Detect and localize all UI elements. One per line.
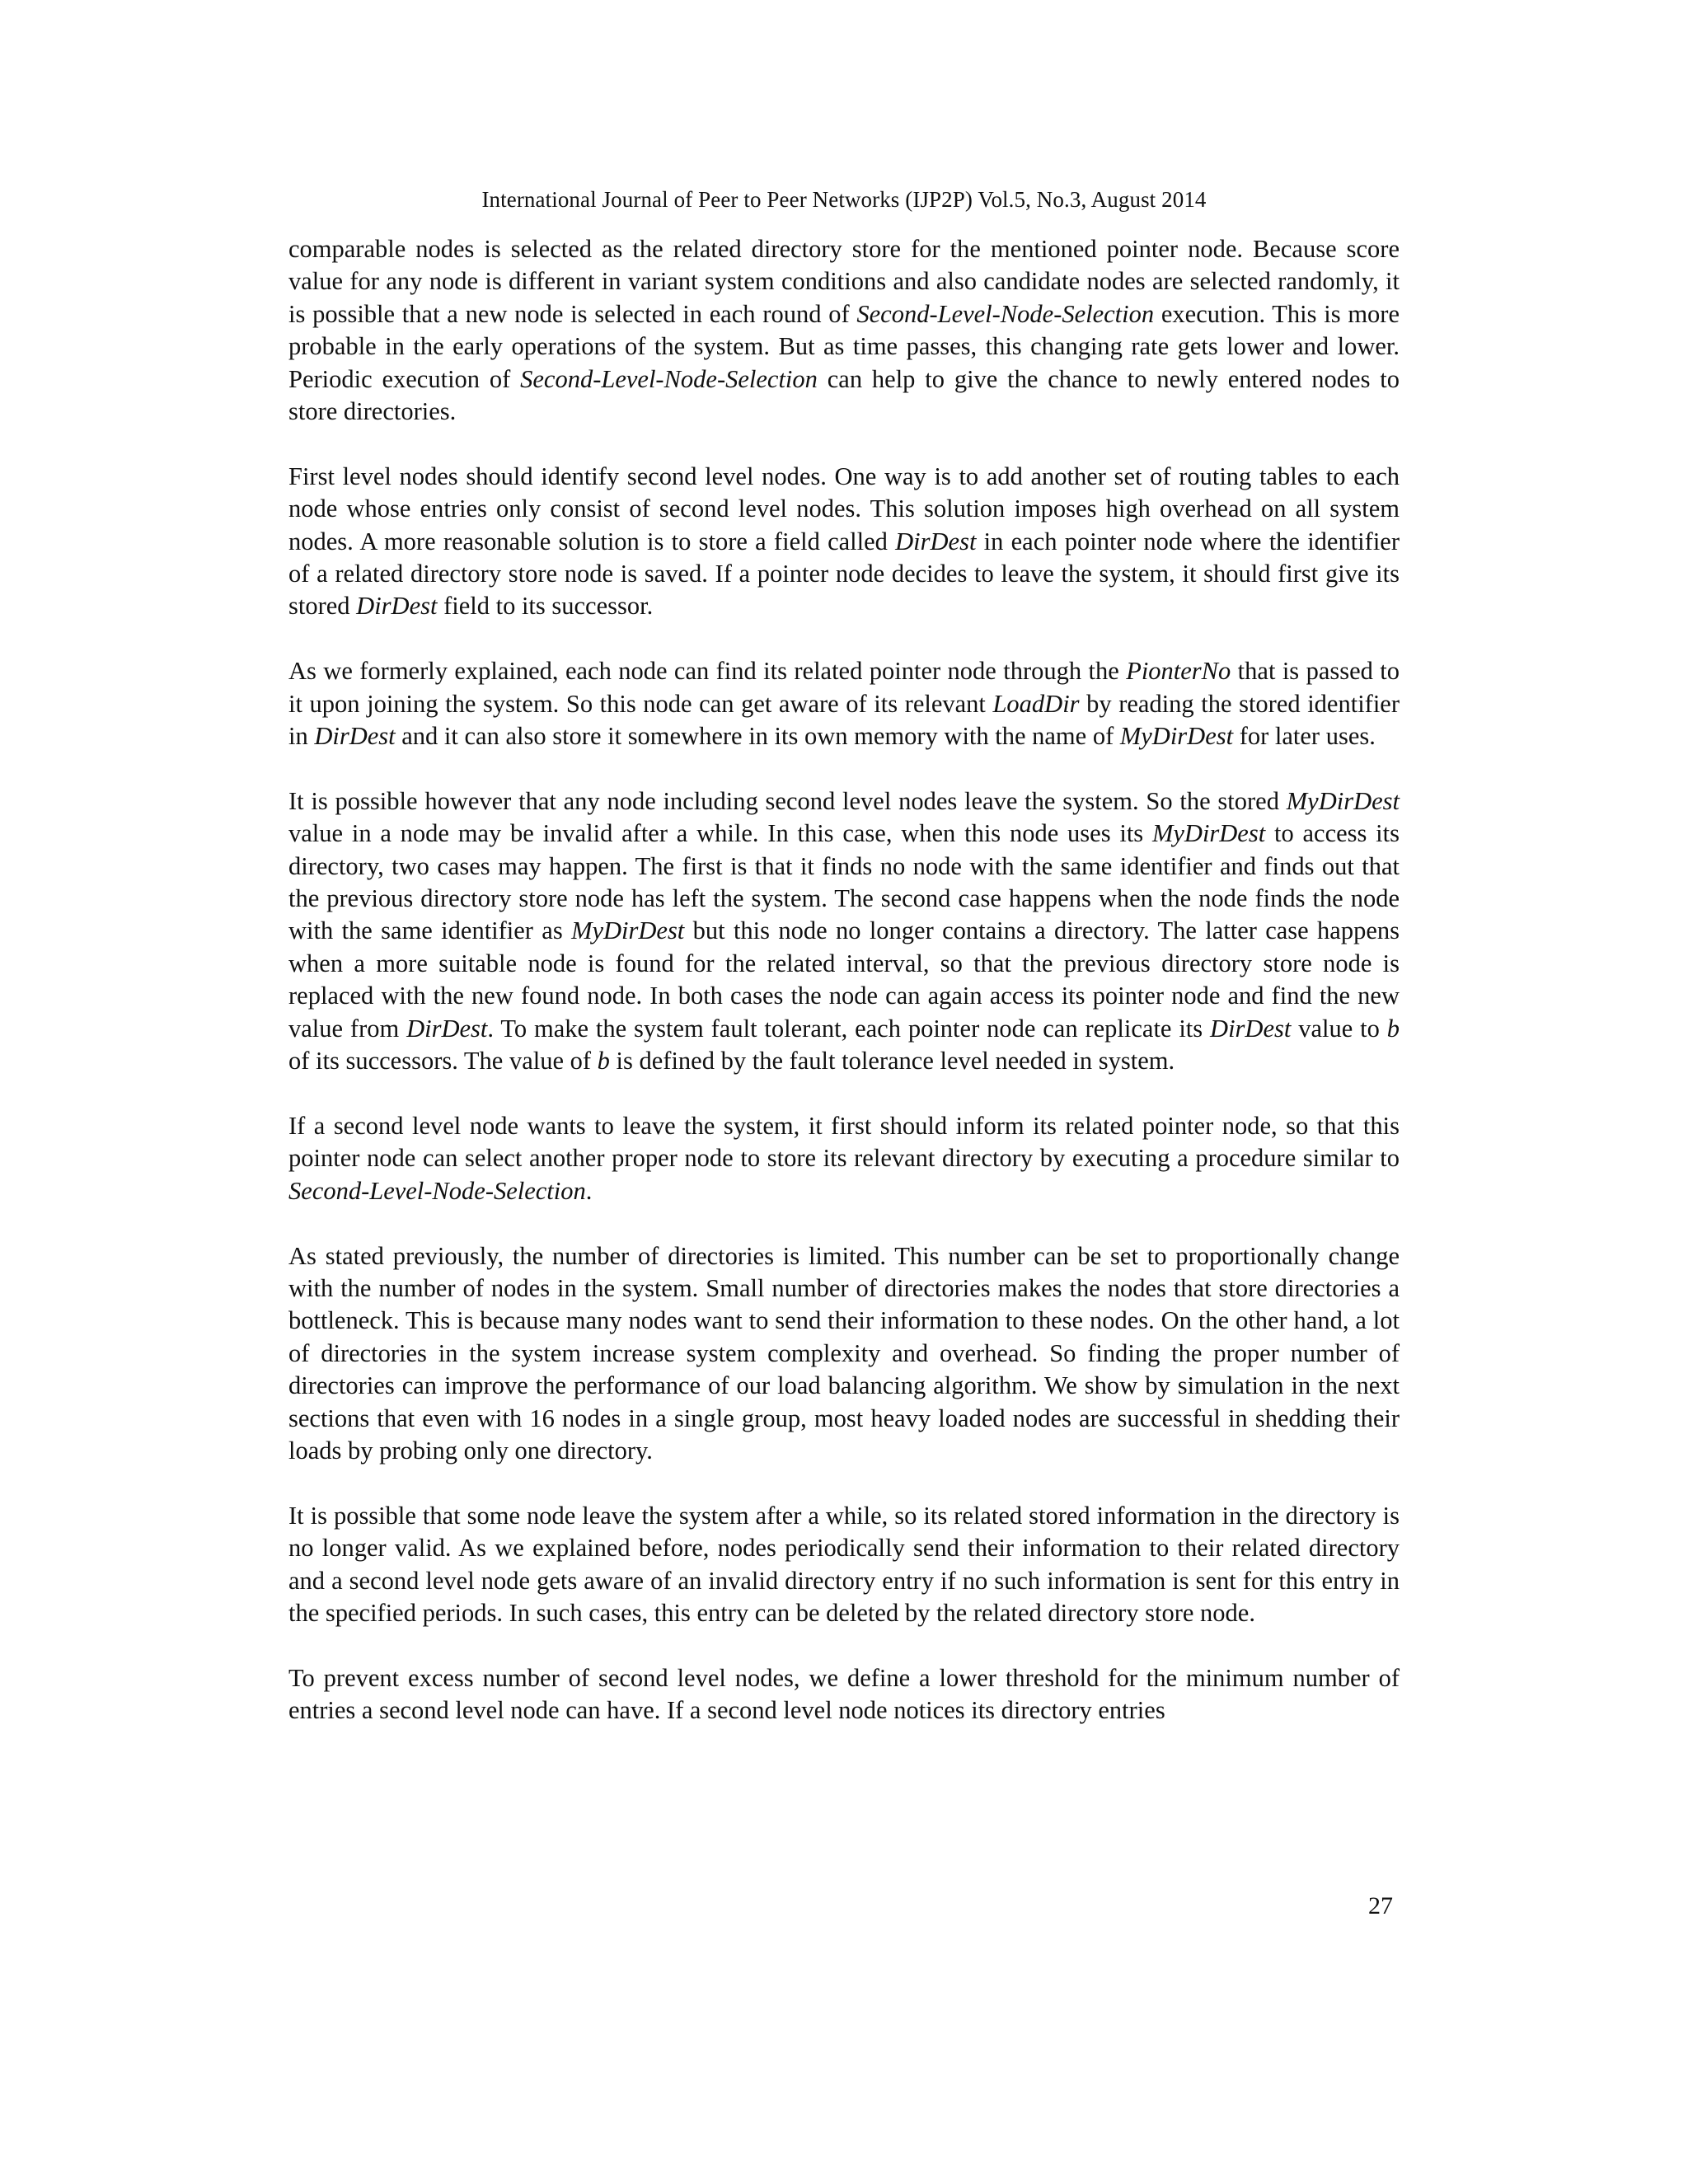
text-run: that is passed to it upon joining the system. So this node can get aware of its relevant bbox=[288, 657, 1400, 718]
text-run: is defined by the fault tolerance level needed in system. bbox=[609, 1047, 1175, 1076]
italic-term: DirDest bbox=[406, 1014, 488, 1043]
italic-term: b bbox=[1386, 1014, 1400, 1043]
paragraph bbox=[288, 1500, 1400, 1630]
italic-term: Second-Level-Node-Selection bbox=[288, 1176, 586, 1205]
body-text bbox=[288, 233, 1400, 1727]
text-run: value in a node may be invalid after a while. In this case, when this node uses its bbox=[288, 819, 1152, 848]
text-run: . To make the system fault tolerant, each pointer node can replicate its bbox=[487, 1014, 1211, 1043]
italic-term: Second-Level-Node-Selection bbox=[856, 299, 1155, 328]
paragraph bbox=[288, 655, 1400, 752]
text-run: If a second level node wants to leave the system, it first should inform its related pointer node, so that this pointer node can select another proper node to store its relevant directory by executing a procedure similar to bbox=[288, 1111, 1400, 1173]
italic-term: DirDest bbox=[356, 592, 438, 621]
text-run: comparable nodes is selected as the related directory store for the mentioned pointer node. Because score value for any node is different in variant system conditions and also candidate nodes are selected randomly, it is possible that a new node is selected in each round of bbox=[288, 235, 1400, 328]
italic-term: DirDest bbox=[314, 722, 396, 751]
text-run: As stated previously, the number of directories is limited. This number can be set to proportionally change with the number of nodes in the system. Small number of directories makes the nodes that store directories a bottleneck. This is because many nodes want to send their information to these nodes. On the other hand, a lot of directories in the system increase system complexity and overhead. So finding the proper number of directories can improve the performance of our load balancing algorithm. We show by simulation in the next sections that even with 16 nodes in a single group, most heavy loaded nodes are successful in shedding their loads by probing only one directory. bbox=[288, 1241, 1400, 1465]
text-run: field to its successor. bbox=[437, 592, 654, 621]
text-run: but this node no longer contains a directory. The latter case happens when a more suitable node is found for the related interval, so that the previous directory store node is replaced with the new found node. In both cases the node can again access its pointer node and find the new value from bbox=[288, 916, 1400, 1043]
italic-term: DirDest bbox=[1210, 1014, 1292, 1043]
italic-term: DirDest bbox=[895, 527, 977, 555]
italic-term: MyDirDest bbox=[571, 916, 685, 945]
paragraph bbox=[288, 1110, 1400, 1207]
paragraph bbox=[288, 461, 1400, 623]
text-run: As we formerly explained, each node can find its related pointer node through the bbox=[288, 657, 1127, 686]
italic-term: MyDirDest bbox=[1151, 819, 1266, 848]
text-run: by reading the stored identifier in bbox=[288, 689, 1400, 751]
text-run: for later uses. bbox=[1233, 722, 1376, 751]
text-run: of its successors. The value of bbox=[288, 1047, 598, 1076]
text-run: execution. This is more probable in the early operations of the system. But as time passes, this changing rate gets lower and lower. Periodic execution of bbox=[288, 299, 1400, 393]
text-run: in each pointer node where the identifier of a related directory store node is saved. If a pointer node decides to leave the system, it should first give its stored bbox=[288, 527, 1400, 621]
text-run: It is possible however that any node including second level nodes leave the system. So the stored bbox=[288, 786, 1287, 815]
italic-term: MyDirDest bbox=[1119, 722, 1234, 751]
text-run: and it can also store it somewhere in its own memory with the name of bbox=[395, 722, 1120, 751]
italic-term: MyDirDest bbox=[1286, 786, 1400, 815]
italic-term: Second-Level-Node-Selection bbox=[520, 364, 818, 393]
paragraph bbox=[288, 1240, 1400, 1468]
page-number: 27 bbox=[1368, 1892, 1393, 1919]
running-header: International Journal of Peer to Peer Networks (IJP2P) Vol.5, No.3, August 2014 bbox=[481, 187, 1207, 212]
text-run: to access its directory, two cases may happen. The first is that it finds no node with the same identifier and finds out that the previous directory store node has left the system. The second case happens when the node finds the node with the same identifier as bbox=[288, 819, 1400, 945]
text-run: It is possible that some node leave the system after a while, so its related stored information in the directory is no longer valid. As we explained before, nodes periodically send their information to their related directory and a second level node gets aware of an invalid directory entry if no such information is sent for this entry in the specified periods. In such cases, this entry can be deleted by the related directory store node. bbox=[288, 1501, 1400, 1627]
paragraph bbox=[288, 785, 1400, 1078]
paragraph bbox=[288, 1662, 1400, 1727]
text-run: value to bbox=[1291, 1014, 1387, 1043]
text-run: . bbox=[585, 1176, 593, 1205]
text-run: First level nodes should identify second level nodes. One way is to add another set of routing tables to each node whose entries only consist of second level nodes. This solution imposes high overhead on all system nodes. A more reasonable solution is to store a field called bbox=[288, 462, 1400, 555]
text-run: To prevent excess number of second level nodes, we define a lower threshold for the minimum number of entries a second level node can have. If a second level node notices its directory entries bbox=[288, 1663, 1400, 1725]
paragraph bbox=[288, 233, 1400, 428]
italic-term: b bbox=[597, 1047, 610, 1076]
italic-term: PionterNo bbox=[1126, 657, 1231, 686]
text-run: can help to give the chance to newly entered nodes to store directories. bbox=[288, 364, 1400, 426]
italic-term: LoadDir bbox=[992, 689, 1080, 718]
